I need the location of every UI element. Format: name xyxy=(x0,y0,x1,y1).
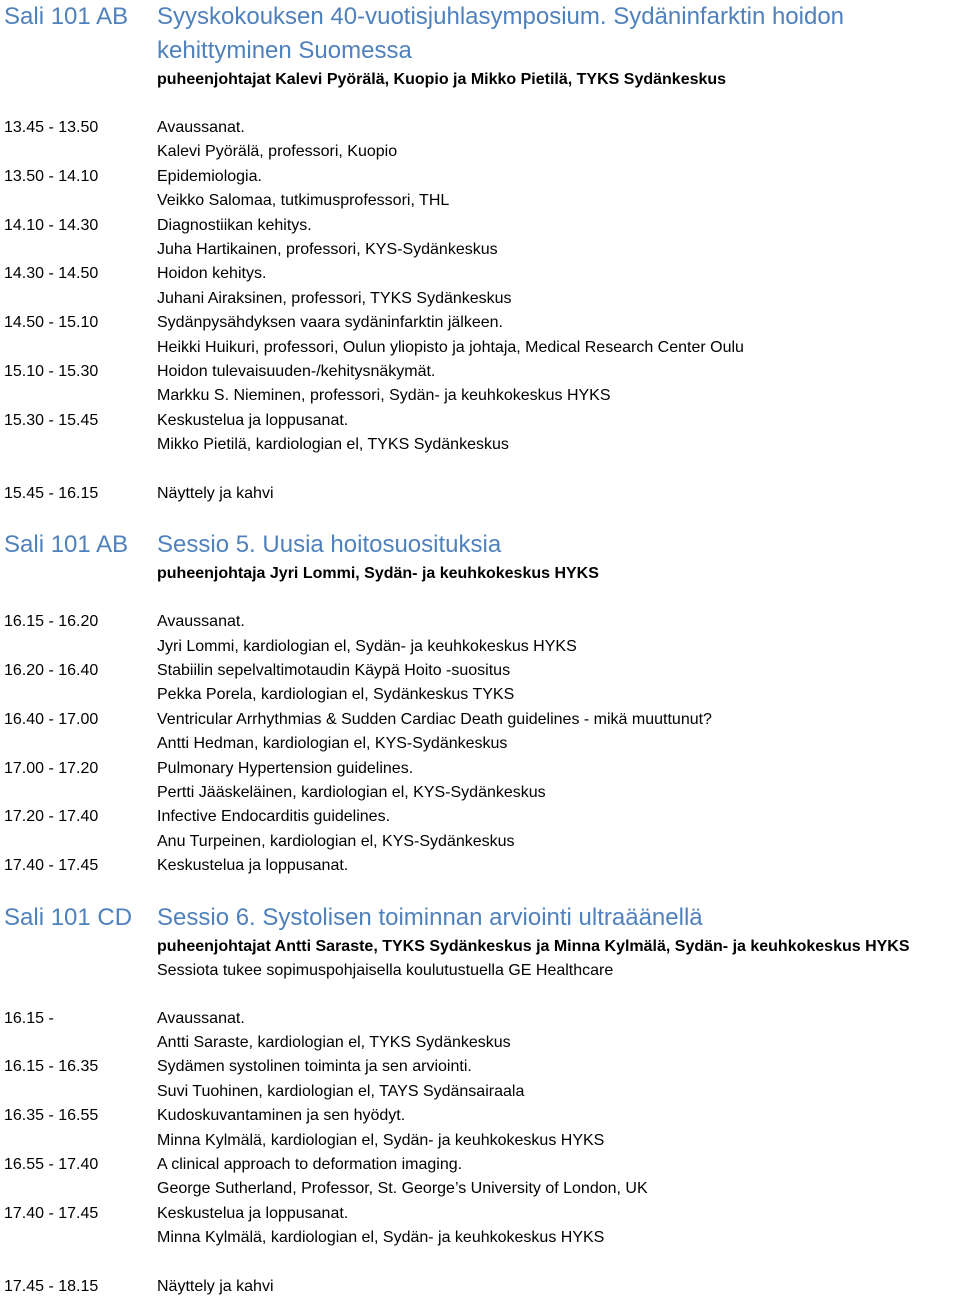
session-6 xyxy=(0,901,960,1299)
item-speaker: Juhani Airaksinen, professori, TYKS Sydänkeskus xyxy=(157,289,512,307)
break-label: Näyttely ja kahvi xyxy=(157,1277,274,1295)
item-topic: Keskustelua ja loppusanat. xyxy=(157,1204,349,1222)
item-topic: Sydämen systolinen toiminta ja sen arviointi. xyxy=(157,1058,472,1076)
item-topic: Keskustelua ja loppusanat. xyxy=(157,857,349,875)
item-topic: A clinical approach to deformation imaging. xyxy=(157,1156,463,1173)
schedule-item xyxy=(0,1007,960,1056)
item-speaker: Minna Kylmälä, kardiologian el, Sydän- ja keuhkokeskus HYKS xyxy=(157,1131,605,1149)
item-time: 16.55 - 17.40 xyxy=(4,1156,99,1173)
item-topic: Pulmonary Hypertension guidelines. xyxy=(157,759,414,777)
item-topic: Sydänpysähdyksen vaara sydäninfarktin jälkeen. xyxy=(157,314,503,332)
item-speaker: Jyri Lommi, kardiologian el, Sydän- ja keuhkokeskus HYKS xyxy=(157,637,577,655)
room-label: Sali 101 CD xyxy=(4,903,133,931)
item-topic: Keskustelua ja loppusanat. xyxy=(157,411,349,429)
item-time: 16.15 - xyxy=(4,1009,54,1027)
item-speaker: George Sutherland, Professor, St. George’s University of London, UK xyxy=(157,1180,648,1198)
item-topic: Ventricular Arrhythmias & Sudden Cardiac Death guidelines - mikä muuttunut? xyxy=(157,710,712,728)
coffee-break xyxy=(0,1275,960,1299)
item-time: 13.45 - 13.50 xyxy=(4,119,99,136)
item-topic: Avaussanat. xyxy=(157,119,245,136)
break-label: Näyttely ja kahvi xyxy=(157,484,274,502)
item-speaker: Antti Hedman, kardiologian el, KYS-Sydänkeskus xyxy=(157,735,508,753)
item-topic: Avaussanat. xyxy=(157,1009,245,1027)
item-time: 15.10 - 15.30 xyxy=(4,363,99,381)
item-time: 14.50 - 15.10 xyxy=(4,314,99,332)
item-time: 16.15 - 16.20 xyxy=(4,613,99,631)
item-time: 14.10 - 14.30 xyxy=(4,216,99,234)
schedule-item xyxy=(0,116,960,165)
schedule-item xyxy=(0,757,960,806)
item-speaker: Markku S. Nieminen, professori, Sydän- ja keuhkokeskus HYKS xyxy=(157,387,611,405)
schedule-item xyxy=(0,610,960,659)
item-time: 16.40 - 17.00 xyxy=(4,710,99,728)
session-chairs: puheenjohtajat Antti Saraste, TYKS Sydänkeskus ja Minna Kylmälä, Sydän- ja keuhkokeskus HYKS xyxy=(157,937,910,955)
item-time: 13.50 - 14.10 xyxy=(4,167,99,185)
item-speaker: Pekka Porela, kardiologian el, Sydänkeskus TYKS xyxy=(157,686,515,704)
break-time: 15.45 - 16.15 xyxy=(4,484,99,502)
item-time: 16.20 - 16.40 xyxy=(4,661,99,679)
item-speaker: Kalevi Pyörälä, professori, Kuopio xyxy=(157,143,398,161)
item-speaker: Pertti Jääskeläinen, kardiologian el, KYS-Sydänkeskus xyxy=(157,783,546,801)
schedule-list xyxy=(0,610,960,878)
item-time: 16.35 - 16.55 xyxy=(4,1107,99,1125)
item-time: 14.30 - 14.50 xyxy=(4,265,99,283)
session-header xyxy=(0,528,960,562)
item-topic: Stabiilin sepelvaltimotaudin Käypä Hoito -suositus xyxy=(157,661,511,679)
item-speaker: Suvi Tuohinen, kardiologian el, TAYS Sydänsairaala xyxy=(157,1082,525,1100)
item-time: 17.00 - 17.20 xyxy=(4,759,99,777)
item-speaker: Antti Saraste, kardiologian el, TYKS Sydänkeskus xyxy=(157,1033,511,1051)
item-topic: Kudoskuvantaminen ja sen hyödyt. xyxy=(157,1107,406,1125)
coffee-break xyxy=(0,482,960,506)
schedule-item xyxy=(0,708,960,757)
item-topic: Hoidon tulevaisuuden-/kehitysnäkymät. xyxy=(157,363,436,381)
item-topic: Diagnostiikan kehitys. xyxy=(157,216,312,234)
schedule-item xyxy=(0,854,960,878)
schedule-item xyxy=(0,1104,960,1153)
item-topic: Hoidon kehitys. xyxy=(157,265,267,283)
item-speaker: Anu Turpeinen, kardiologian el, KYS-Sydänkeskus xyxy=(157,832,515,850)
schedule-item xyxy=(0,659,960,708)
schedule-item xyxy=(0,214,960,263)
schedule-item xyxy=(0,805,960,854)
session-chairs: puheenjohtaja Jyri Lommi, Sydän- ja keuhkokeskus HYKS xyxy=(157,565,599,583)
schedule-item xyxy=(0,1055,960,1104)
schedule-item xyxy=(0,360,960,409)
schedule-list xyxy=(0,1007,960,1251)
schedule-item xyxy=(0,165,960,214)
item-speaker: Minna Kylmälä, kardiologian el, Sydän- ja keuhkokeskus HYKS xyxy=(157,1229,605,1247)
session-header xyxy=(0,0,960,68)
item-time: 17.40 - 17.45 xyxy=(4,1204,99,1222)
item-time: 15.30 - 15.45 xyxy=(4,411,99,429)
item-speaker: Veikko Salomaa, tutkimusprofessori, THL xyxy=(157,192,450,210)
item-time: 17.40 - 17.45 xyxy=(4,857,99,875)
schedule-item xyxy=(0,311,960,360)
session-sponsor: Sessiota tukee sopimuspohjaisella koulutustuella GE Healthcare xyxy=(157,961,614,979)
room-label: Sali 101 AB xyxy=(4,3,129,30)
room-label: Sali 101 AB xyxy=(4,531,129,559)
item-topic: Epidemiologia. xyxy=(157,167,262,185)
session-symposium xyxy=(0,0,960,506)
session-title: Sessio 6. Systolisen toiminnan arviointi ultraäänellä xyxy=(157,903,703,931)
item-topic: Infective Endocarditis guidelines. xyxy=(157,808,391,826)
schedule-item xyxy=(0,262,960,311)
schedule-item xyxy=(0,1153,960,1202)
item-speaker: Juha Hartikainen, professori, KYS-Sydänkeskus xyxy=(157,241,498,259)
session-chairs: puheenjohtajat Kalevi Pyörälä, Kuopio ja Mikko Pietilä, TYKS Sydänkeskus xyxy=(157,71,727,88)
item-speaker: Mikko Pietilä, kardiologian el, TYKS Sydänkeskus xyxy=(157,436,509,454)
item-time: 17.20 - 17.40 xyxy=(4,808,99,826)
schedule-item xyxy=(0,409,960,458)
item-speaker: Heikki Huikuri, professori, Oulun yliopisto ja johtaja, Medical Research Center Oulu xyxy=(157,338,744,356)
session-title: Syyskokouksen 40-vuotisjuhlasymposium. Sydäninfarktin hoidon kehittyminen Suomessa xyxy=(157,3,845,64)
session-header xyxy=(0,901,960,935)
schedule-item xyxy=(0,1202,960,1251)
item-time: 16.15 - 16.35 xyxy=(4,1058,99,1076)
session-title: Sessio 5. Uusia hoitosuosituksia xyxy=(157,531,502,559)
item-topic: Avaussanat. xyxy=(157,613,245,631)
break-time: 17.45 - 18.15 xyxy=(4,1277,99,1295)
session-5 xyxy=(0,528,960,878)
schedule-list xyxy=(0,116,960,458)
